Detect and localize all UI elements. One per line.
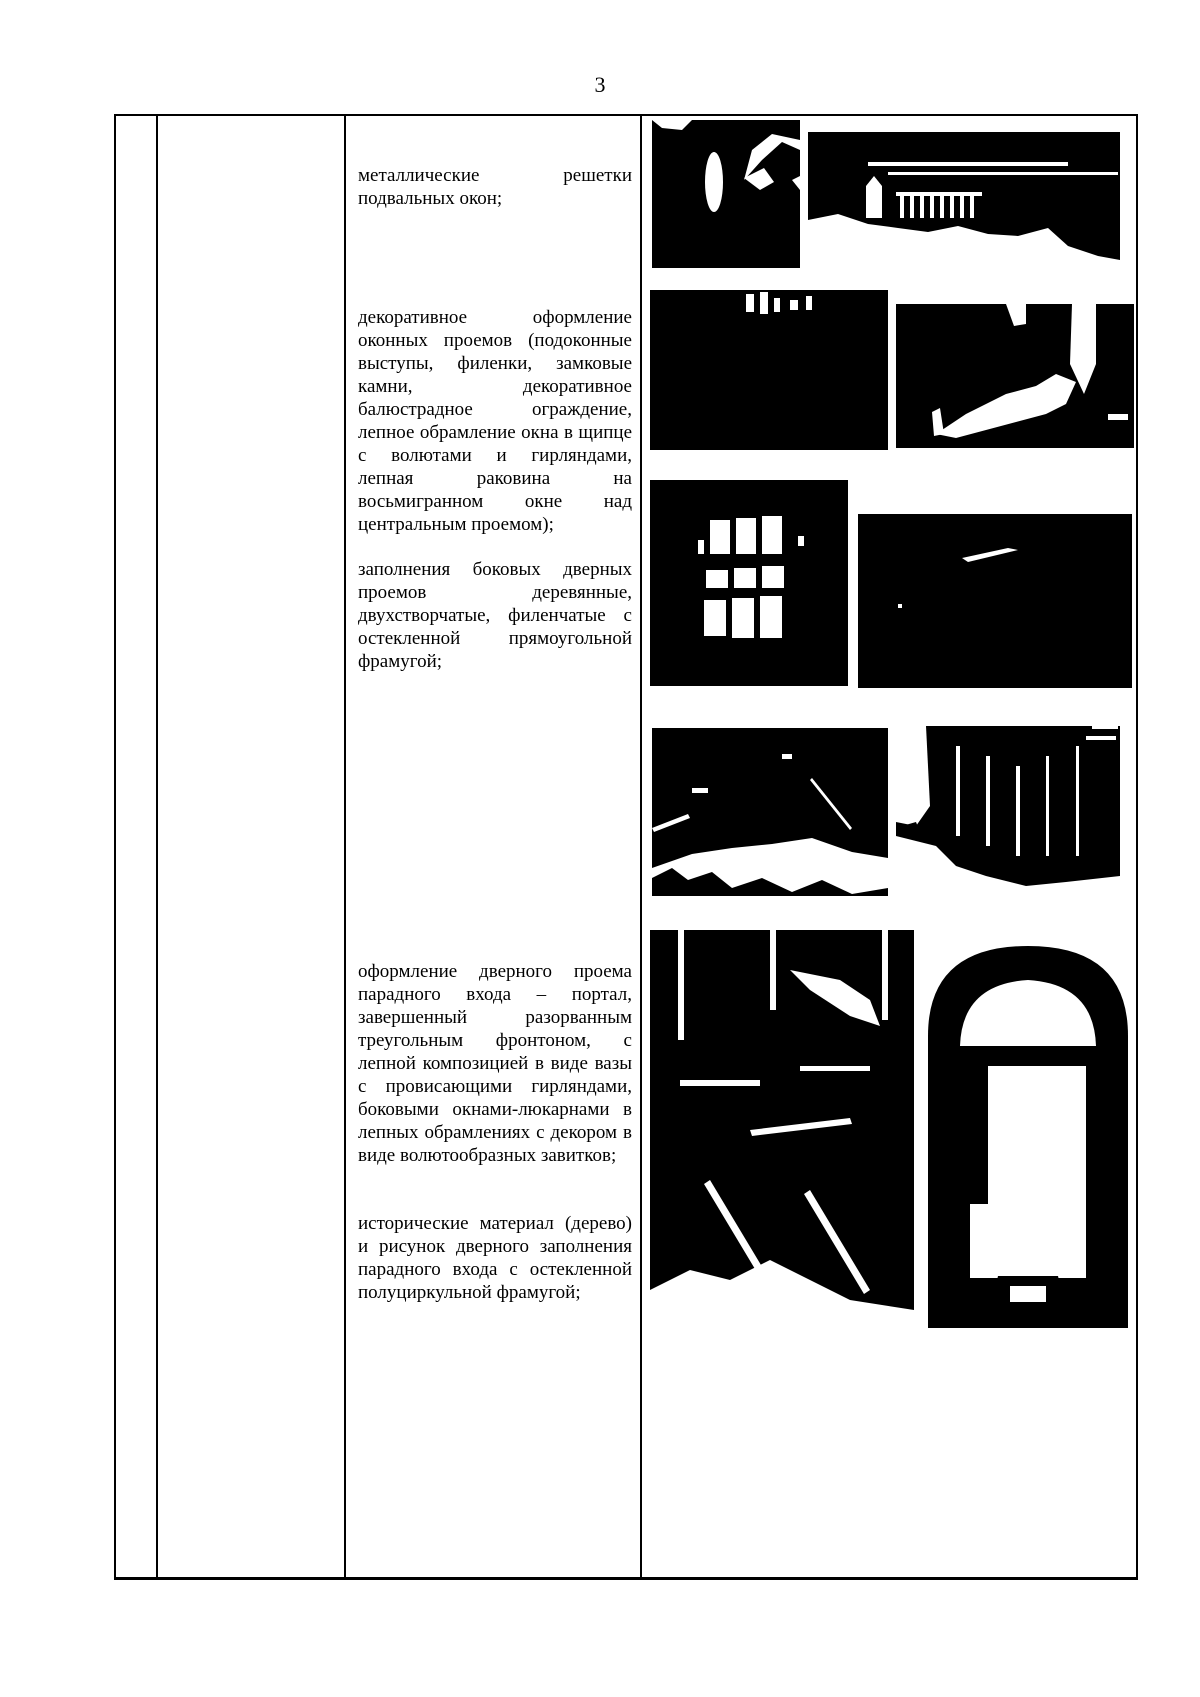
photo-main-portal: [650, 930, 914, 1328]
column-divider-3: [640, 116, 642, 1577]
photo-window-sashes: [650, 480, 848, 686]
column-divider-2: [344, 116, 346, 1577]
photo-arched-doorway: [928, 946, 1128, 1328]
text-cell-basement-grilles: металлические решетки подвальных окон;: [358, 165, 632, 209]
photo-facade-balustrade: [808, 132, 1120, 276]
text-cell-side-doors: заполнения боковых дверных проемов деревянные, двухстворчатые, филенчатые с остекленной прямоугольной фрамугой;: [358, 559, 632, 672]
text-cell-main-door-material: исторические материал (дерево) и рисунок дверного заполнения парадного входа с остекленной полуциркульной фрамугой;: [358, 1213, 632, 1303]
column-divider-1: [156, 116, 158, 1577]
page-number: 3: [594, 72, 606, 97]
text-cell-main-portal: оформление дверного проема парадного входа – портал, завершенный разорванным треугольным фронтоном, с лепной композицией в виде вазы с провисающими гирляндами, боковыми окнами-люкарнами в лепных обрамлениях с декором в виде волютообразных завитков;: [358, 961, 632, 1166]
document-table: [114, 114, 1138, 1580]
text-cell-window-decor: декоративное оформление оконных проемов (подоконные выступы, филенки, замковые камни, декоративное балюстрадное ограждение, лепное обрамление окна в щипце с волютами и гирляндами, лепная раковина на восьмигранном окне над центральным проемом);: [358, 307, 632, 535]
photo-basement-grille: [652, 120, 800, 268]
photo-window-openings: [650, 290, 888, 450]
photo-side-door: [858, 514, 1132, 688]
photo-street-facade: [896, 726, 1120, 898]
photo-entrance-view: [652, 728, 888, 896]
photo-window-pediment: [896, 304, 1134, 448]
